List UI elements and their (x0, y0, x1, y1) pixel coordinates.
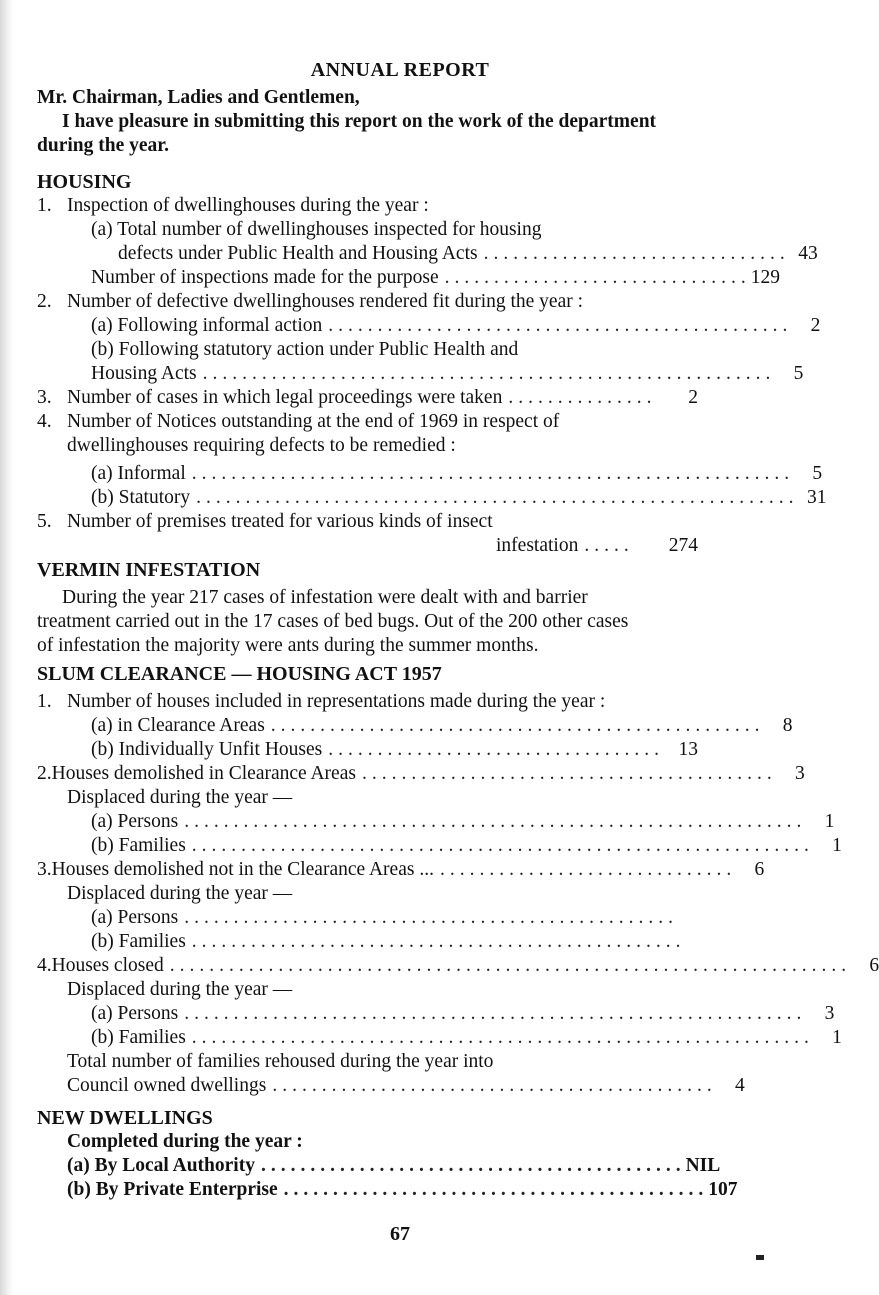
item-label: Number of Notices outstanding at the end of 1969 in respect of (67, 411, 560, 432)
scan-mark (756, 1255, 764, 1260)
item-label: Houses closed (51, 955, 164, 976)
page-number: 67 (390, 1223, 410, 1245)
item-value: 4 (734, 1075, 745, 1096)
item-label: (b) By Private Enterprise (67, 1179, 278, 1200)
leader-dots: ............................... (444, 267, 751, 288)
item-label: (b) Families (91, 1027, 186, 1048)
item-label: Number of houses included in representations made during the year : (67, 691, 606, 712)
housing-item-4-line2: dwellinghouses requiring defects to be remedied : (67, 435, 456, 456)
item-label: Housing Acts (91, 363, 197, 384)
item-label: (b) Statutory (91, 487, 191, 508)
new-dwellings-a (67, 1154, 721, 1178)
housing-item-4 (37, 410, 559, 434)
item-label: (a) in Clearance Areas (91, 715, 265, 736)
salutation: Mr. Chairman, Ladies and Gentlemen, (37, 87, 360, 108)
leader-dots: ............................................................. (196, 487, 799, 508)
housing-item-5 (37, 510, 493, 534)
item-number: 1. (37, 691, 52, 712)
intro-line-2: during the year. (37, 135, 169, 156)
slum-item-4 (37, 954, 879, 978)
item-label: (b) Families (91, 835, 186, 856)
item-label: (b) Families (91, 931, 186, 952)
slum-item-3 (37, 858, 765, 882)
item-label: Number of inspections made for the purpose (91, 267, 439, 288)
item-value: NIL (685, 1155, 721, 1176)
item-value: 1 (832, 835, 842, 856)
slum-total (67, 1074, 745, 1098)
slum-heading: SLUM CLEARANCE — HOUSING ACT 1957 (37, 663, 442, 685)
housing-item-2b (91, 362, 804, 386)
leader-dots: ............................... (483, 243, 790, 264)
leader-dots: ........................................... (260, 1155, 686, 1176)
housing-item-4a (91, 462, 823, 486)
housing-item-1a-line1: (a) Total number of dwellinghouses inspected for housing (91, 219, 542, 240)
item-label: Inspection of dwellinghouses during the year : (67, 195, 429, 216)
housing-heading: HOUSING (37, 171, 132, 193)
leader-dots: .................................................. (191, 931, 686, 952)
leader-dots: ............................................................... (191, 835, 814, 856)
slum-item-4a (91, 1002, 835, 1026)
housing-item-5-value-row (496, 534, 698, 558)
new-dwellings-completed: Completed during the year : (67, 1131, 303, 1152)
slum-item-1 (37, 690, 605, 714)
vermin-line-2: treatment carried out in the 17 cases of bed bugs. Out of the 200 other cases (37, 611, 629, 632)
leader-dots: .......................................... (361, 763, 777, 784)
item-value: 274 (668, 535, 698, 556)
item-value: 1 (824, 811, 835, 832)
item-value: 5 (812, 463, 823, 484)
item-value: 43 (798, 243, 818, 264)
vermin-heading: VERMIN INFESTATION (37, 559, 261, 581)
leader-dots: ..................................................................... (169, 955, 852, 976)
item-value: 129 (750, 267, 781, 288)
item-value: 2 (810, 315, 821, 336)
leader-dots: ..... (584, 535, 634, 556)
slum-total-line1: Total number of families rehoused during the year into (67, 1051, 494, 1072)
leader-dots: ............... (508, 387, 657, 408)
slum-item-2b (91, 834, 842, 858)
intro-line-1: I have pleasure in submitting this report on the work of the department (62, 111, 657, 132)
item-label: (a) Persons (91, 811, 179, 832)
page-edge-shadow (0, 0, 14, 1295)
leader-dots: ............................................. (272, 1075, 717, 1096)
item-value: 107 (708, 1179, 738, 1200)
housing-item-4b (91, 486, 827, 510)
item-number: 4. (37, 955, 52, 976)
item-value: 6 (754, 859, 765, 880)
slum-displaced-3: Displaced during the year — (67, 979, 293, 1000)
housing-item-1a (118, 242, 818, 266)
item-number: 2. (37, 291, 52, 312)
item-label: (a) By Local Authority (67, 1155, 255, 1176)
item-number: 5. (37, 511, 52, 532)
leader-dots: .................................................. (184, 907, 678, 928)
slum-item-4b (91, 1026, 842, 1050)
leader-dots: ............................................................... (191, 1027, 814, 1048)
item-value: 3 (824, 1003, 835, 1024)
leader-dots: ............................................................. (191, 463, 795, 484)
item-label: (a) Persons (91, 1003, 179, 1024)
leader-dots: ............................................... (328, 315, 793, 336)
vermin-line-1: During the year 217 cases of infestation were dealt with and barrier (62, 587, 588, 608)
new-dwellings-b (67, 1178, 738, 1202)
item-label: infestation (496, 535, 579, 556)
item-label: Number of cases in which legal proceedings were taken (67, 387, 503, 408)
new-dwellings-heading: NEW DWELLINGS (37, 1107, 213, 1129)
item-label: Houses demolished not in the Clearance Areas ... (51, 859, 434, 880)
item-value: 31 (806, 487, 827, 508)
item-value: 3 (794, 763, 805, 784)
item-label: Number of defective dwellinghouses rendered fit during the year : (67, 291, 584, 312)
slum-displaced-2: Displaced during the year — (67, 883, 293, 904)
vermin-line-3: of infestation the majority were ants during the summer months. (37, 635, 539, 656)
item-label: (a) Informal (91, 463, 186, 484)
slum-item-3a (91, 906, 678, 930)
leader-dots: ........................................... (283, 1179, 709, 1200)
leader-dots: ............................................................... (184, 811, 807, 832)
slum-displaced-1: Displaced during the year — (67, 787, 293, 808)
leader-dots: .................................. (328, 739, 665, 760)
leader-dots: ............................................................... (184, 1003, 807, 1024)
item-number: 3. (37, 859, 52, 880)
item-number: 2. (37, 763, 52, 784)
item-number: 4. (37, 411, 52, 432)
item-label: (b) Individually Unfit Houses (91, 739, 323, 760)
slum-item-3b (91, 930, 686, 954)
housing-item-1b (91, 266, 781, 290)
leader-dots: .................................................. (270, 715, 765, 736)
housing-item-3 (37, 386, 698, 410)
item-number: 1. (37, 195, 52, 216)
slum-item-2 (37, 762, 805, 786)
item-label: (a) Following informal action (91, 315, 323, 336)
item-value: 8 (782, 715, 793, 736)
slum-item-1b (91, 738, 698, 762)
item-value: 2 (688, 387, 698, 408)
leader-dots: .............................. (439, 859, 737, 880)
item-label: defects under Public Health and Housing Acts (118, 243, 478, 264)
item-label: Council owned dwellings (67, 1075, 267, 1096)
item-value: 6 (869, 955, 879, 976)
item-value: 13 (678, 739, 698, 760)
item-label: Number of premises treated for various kinds of insect (67, 511, 493, 532)
slum-item-1a (91, 714, 793, 738)
housing-item-1 (37, 194, 429, 218)
item-number: 3. (37, 387, 52, 408)
item-value: 5 (793, 363, 804, 384)
page-title: ANNUAL REPORT (310, 59, 490, 81)
housing-item-2b-line1: (b) Following statutory action under Public Health and (91, 339, 519, 360)
housing-item-2a (91, 314, 821, 338)
leader-dots: .......................................................... (202, 363, 776, 384)
slum-item-2a (91, 810, 835, 834)
item-value: 1 (832, 1027, 842, 1048)
housing-item-2 (37, 290, 583, 314)
item-label: (a) Persons (91, 907, 179, 928)
item-label: Houses demolished in Clearance Areas (51, 763, 356, 784)
